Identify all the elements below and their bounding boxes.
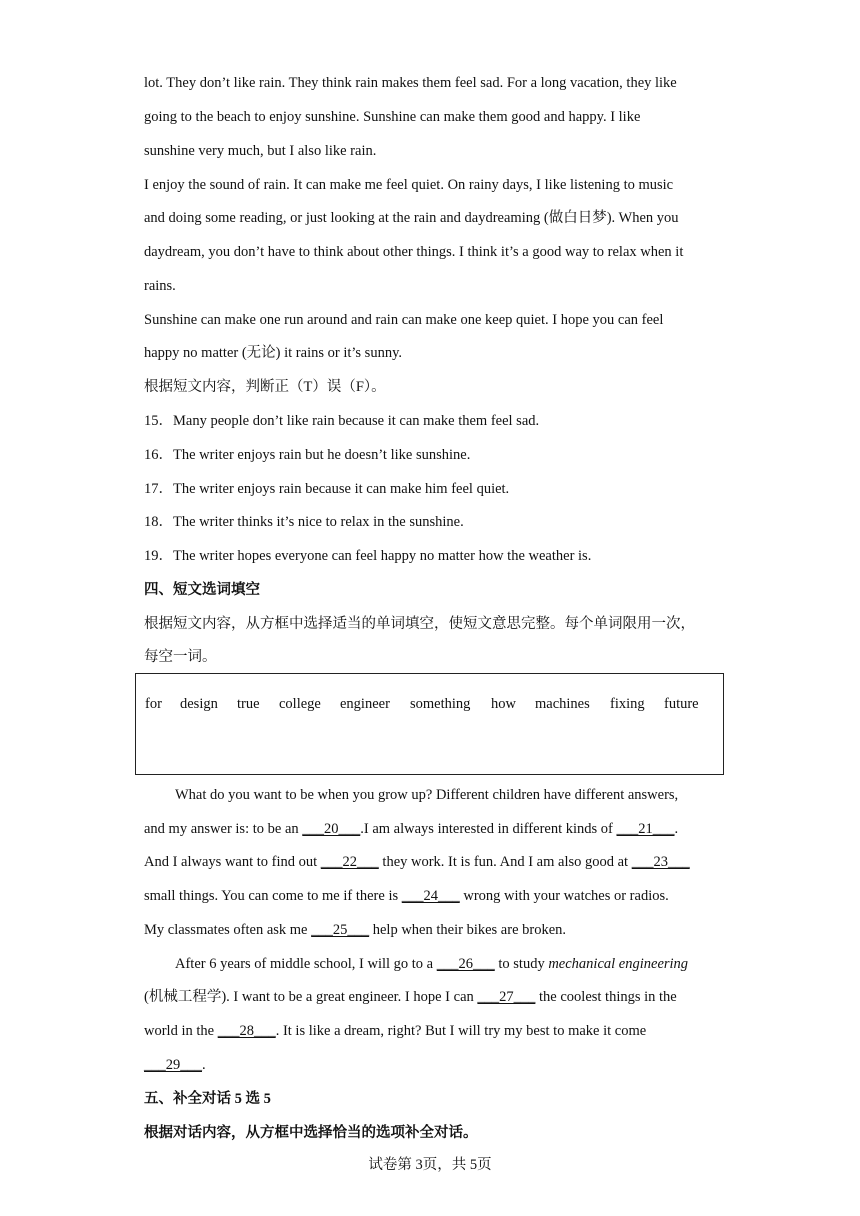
blank-29: ___29___ [144, 1057, 202, 1073]
tf-question-19: 19．The writer hopes everyone can feel happy no matter how the weather is. [144, 548, 592, 564]
passage-line: I enjoy the sound of rain. It can make me feel quiet. On rainy days, I like listening to music [144, 177, 674, 193]
tf-instruction: 根据短文内容，判断正（T）误（F）。 [144, 379, 386, 395]
cloze-text: help when their bikes are broken. [369, 922, 567, 938]
cloze-text: My classmates often ask me [144, 922, 312, 938]
tf-question-16: 16．The writer enjoys rain but he doesn’t like sunshine. [144, 447, 471, 463]
section-5-instruction: 根据对话内容，从方框中选择恰当的选项补全对话。 [144, 1125, 478, 1141]
cloze-text: they work. It is fun. And I am also good at [378, 854, 632, 870]
cloze-text: wrong with your watches or radios. [459, 888, 669, 904]
cloze-line [144, 886, 669, 906]
section-4-instruction-cont: 每空一词。 [144, 649, 217, 665]
word-bank-item: fixing [610, 696, 645, 712]
passage-line: Sunshine can make one run around and rain can make one keep quiet. I hope you can feel [144, 312, 664, 328]
cloze-text: .I am always interested in different kinds of [360, 821, 617, 837]
word-bank-item: engineer [340, 696, 390, 712]
word-bank-item: something [410, 696, 471, 712]
word-bank-item: true [237, 696, 260, 712]
cloze-text: the coolest things in the [535, 989, 677, 1005]
cloze-line [144, 920, 566, 940]
blank-25: ___25___ [311, 922, 370, 938]
cloze-text: and my answer is: to be an [144, 821, 303, 837]
passage-line: and doing some reading, or just looking at the rain and daydreaming (做白日梦). When you [144, 210, 679, 226]
cloze-text: (机械工程学). I want to be a great engineer. I hope I can [144, 989, 478, 1005]
word-bank-item: design [180, 696, 218, 712]
passage-line: sunshine very much, but I also like rain. [144, 143, 377, 159]
section-4-instruction: 根据短文内容，从方框中选择适当的单词填空，使短文意思完整。每个单词限用一次， [144, 616, 695, 632]
word-bank-item: future [664, 696, 699, 712]
cloze-line [144, 1055, 206, 1075]
word-bank-item: college [279, 696, 321, 712]
cloze-italic-term: mechanical engineering [548, 956, 689, 972]
blank-24: ___24___ [401, 888, 460, 904]
cloze-line [144, 987, 677, 1007]
tf-question-15: 15．Many people don’t like rain because it can make them feel sad. [144, 413, 540, 429]
cloze-line [144, 819, 678, 839]
word-bank-item: machines [535, 696, 590, 712]
section-5-title: 五、补全对话 5 选 5 [144, 1091, 271, 1107]
cloze-text: small things. You can come to me if there is [144, 888, 402, 904]
cloze-line [144, 852, 690, 872]
cloze-line [175, 954, 688, 974]
passage-line: going to the beach to enjoy sunshine. Sunshine can make them good and happy. I like [144, 109, 641, 125]
passage-line: rains. [144, 278, 176, 294]
cloze-text: world in the [144, 1023, 218, 1039]
word-bank-box [135, 673, 724, 775]
word-bank-item: for [145, 696, 162, 712]
cloze-text: to study [494, 956, 549, 972]
tf-question-18: 18．The writer thinks it’s nice to relax in the sunshine. [144, 514, 464, 530]
cloze-text: And I always want to find out [144, 854, 321, 870]
blank-22: ___22___ [320, 854, 379, 870]
blank-20: ___20___ [302, 821, 361, 837]
blank-23: ___23___ [631, 854, 690, 870]
cloze-line [144, 1021, 646, 1041]
cloze-line: What do you want to be when you grow up? Different children have different answers, [175, 787, 679, 803]
tf-question-17: 17．The writer enjoys rain because it can make him feel quiet. [144, 481, 510, 497]
cloze-text: After 6 years of middle school, I will go to a [175, 956, 437, 972]
passage-line: daydream, you don’t have to think about other things. I think it’s a good way to relax when it [144, 244, 684, 260]
word-bank-item: how [491, 696, 516, 712]
blank-27: ___27___ [477, 989, 536, 1005]
cloze-text: . It is like a dream, right? But I will try my best to make it come [275, 1023, 647, 1039]
blank-26: ___26___ [436, 956, 495, 972]
passage-line: lot. They don’t like rain. They think rain makes them feel sad. For a long vacation, they like [144, 75, 677, 91]
blank-28: ___28___ [217, 1023, 276, 1039]
page-footer: 试卷第 3页，共 5页 [368, 1157, 492, 1173]
passage-line: happy no matter (无论) it rains or it’s sunny. [144, 345, 403, 361]
cloze-text: . [202, 1057, 206, 1073]
cloze-text: . [674, 821, 679, 837]
blank-21: ___21___ [616, 821, 675, 837]
section-4-title: 四、短文选词填空 [144, 582, 260, 598]
